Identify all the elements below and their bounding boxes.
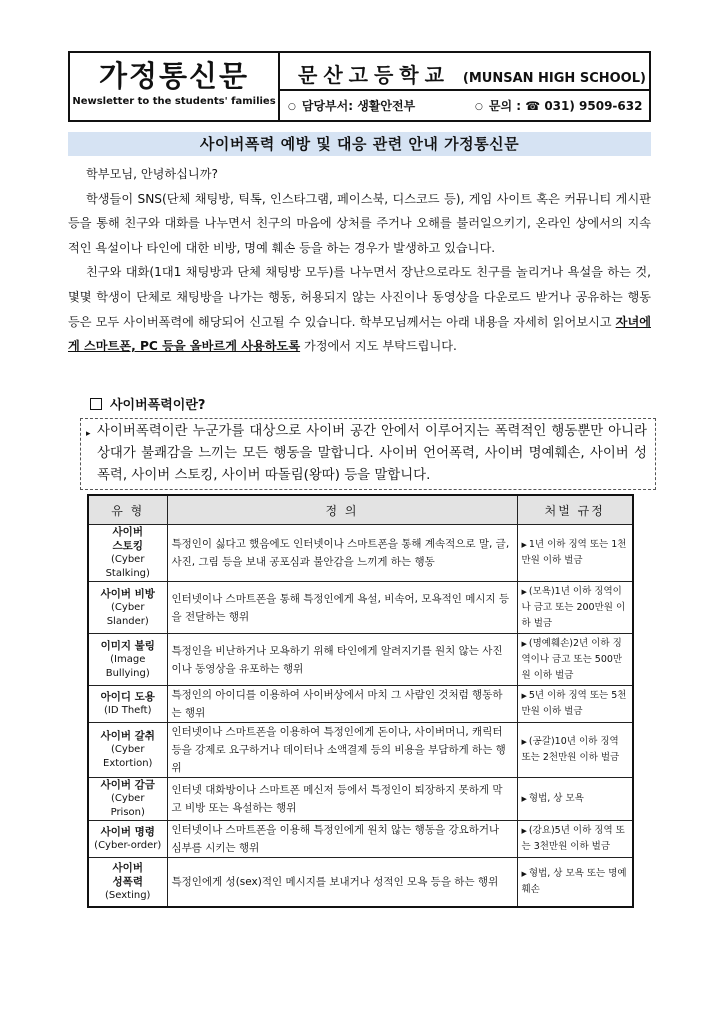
penalty-text: (명예훼손)2년 이하 징역이나 금고 또는 500만원 이하 벌금 xyxy=(521,637,623,681)
cell-definition: 인터넷이나 스마트폰을 이용해 특정인에게 원치 않는 행동을 강요하거나 심부름 시키는 행위 xyxy=(167,821,517,858)
triangle-bullet-icon: ▶ xyxy=(521,869,527,878)
definition-box xyxy=(80,418,656,490)
section-heading: 사이버폭력이란? xyxy=(90,394,205,413)
penalty-text: (공갈)10년 이하 징역 또는 2천만원 이하 벌금 xyxy=(521,736,620,763)
paragraph-1: 학생들이 SNS(단체 채팅방, 틱톡, 인스타그램, 페이스북, 디스코드 등), 게임 사이트 혹은 커뮤니티 게시판 등을 통해 친구와 대화를 나누면서 친구의 마음에 상처를 주거나 오해를 불러일으키기, 온라인 상에서의 지속적인 욕설이나 타인에 대한 비방, 명예 훼손 등을 하는 경우가 발생하고 있습니다. xyxy=(68,191,651,255)
header-school-block xyxy=(280,53,649,120)
department: ○ 담당부서: 생활안전부 xyxy=(288,99,416,113)
type-name-en: (Cyber Prison) xyxy=(110,793,145,818)
type-name: 사이버 성폭력 xyxy=(112,861,143,888)
cell-penalty xyxy=(517,686,633,723)
cell-type xyxy=(88,858,167,907)
table-row xyxy=(88,858,633,907)
newsletter-title: 가정통신문 xyxy=(98,59,250,93)
table-row xyxy=(88,525,633,582)
type-name: 아이디 도용 xyxy=(100,691,155,703)
penalty-text: (강요)5년 이하 징역 또는 3천만원 이하 벌금 xyxy=(521,825,625,852)
type-name-en: (Sexting) xyxy=(105,889,151,901)
penalty-text: 형법, 상 모욕 또는 명예훼손 xyxy=(521,867,627,895)
cell-penalty xyxy=(517,821,633,858)
type-name-en: (Cyber Slander) xyxy=(106,601,149,627)
penalty-text: (모욕)1년 이하 징역이나 금고 또는 200만원 이하 벌금 xyxy=(521,585,626,629)
cell-definition: 특정인에게 성(sex)적인 메시지를 보내거나 성적인 모욕 등을 하는 행위 xyxy=(167,858,517,907)
table-header-row xyxy=(88,495,633,525)
greeting: 학부모님, 안녕하십니까? xyxy=(86,167,218,181)
header-penalty: 처벌 규정 xyxy=(517,495,633,525)
cyberviolence-table xyxy=(87,494,634,908)
type-name: 사이버 비방 xyxy=(100,587,155,600)
cell-definition: 특정인의 아이디를 이용하여 사이버상에서 마치 그 사람인 것처럼 행동하는 행위 xyxy=(167,686,517,723)
triangle-bullet-icon: ▶ xyxy=(521,639,527,648)
cell-definition: 인터넷 대화방이나 스마트폰 메신저 등에서 특정인이 퇴장하지 못하게 막고 비방 또는 욕설하는 행위 xyxy=(167,778,517,821)
triangle-bullet-icon: ▸ xyxy=(86,429,91,439)
penalty-text: 5년 이하 징역 또는 5천만원 이하 벌금 xyxy=(521,690,627,717)
cell-type xyxy=(88,582,167,634)
body-text xyxy=(68,162,651,359)
cell-definition: 특정인이 싫다고 했음에도 인터넷이나 스마트폰을 통해 계속적으로 말, 글, 사진, 그림 등을 보내 공포심과 불안감을 느끼게 하는 행동 xyxy=(167,525,517,582)
triangle-bullet-icon: ▶ xyxy=(521,587,527,596)
cell-type xyxy=(88,634,167,686)
cell-penalty xyxy=(517,634,633,686)
header-divider xyxy=(280,89,649,91)
penalty-text: 1년 이하 징역 또는 1천만원 이하 벌금 xyxy=(521,539,627,566)
triangle-bullet-icon: ▶ xyxy=(521,795,527,803)
header-type: 유 형 xyxy=(88,495,167,525)
cell-type xyxy=(88,686,167,723)
table-row xyxy=(88,582,633,634)
cell-definition: 특정인을 비난하거나 모욕하기 위해 타인에게 알려지기를 원치 않는 사진이나 동영상을 유포하는 행위 xyxy=(167,634,517,686)
cell-penalty xyxy=(517,723,633,778)
cell-penalty xyxy=(517,582,633,634)
cell-penalty xyxy=(517,525,633,582)
header-title-block xyxy=(70,53,280,120)
newsletter-subtitle: Newsletter to the students' families xyxy=(72,96,276,107)
checkbox-square-icon xyxy=(90,398,102,410)
cell-penalty xyxy=(517,778,633,821)
table-row xyxy=(88,634,633,686)
contact: ○ 문의 : ☎ 031) 9509-632 xyxy=(475,99,643,113)
type-name-en: (Cyber Stalking) xyxy=(105,554,150,579)
table-body xyxy=(88,525,633,907)
type-name-en: (Image Bullying) xyxy=(105,653,150,679)
type-name: 사이버 스토킹 xyxy=(112,526,143,552)
cell-definition: 인터넷이나 스마트폰을 이용하여 특정인에게 돈이나, 사이버머니, 캐릭터 등을 강제로 요구하거나 데이터나 소액결제 등의 비용을 부담하게 하는 행위 xyxy=(167,723,517,778)
table-row xyxy=(88,723,633,778)
type-name-en: (ID Theft) xyxy=(104,705,152,716)
cell-type xyxy=(88,821,167,858)
circle-bullet-icon: ○ xyxy=(475,102,483,112)
type-name: 사이버 명령 xyxy=(100,826,155,838)
type-name: 이미지 불링 xyxy=(100,639,155,652)
school-name xyxy=(298,59,646,88)
cell-definition: 인터넷이나 스마트폰을 통해 특정인에게 욕설, 비속어, 모욕적인 메시지 등을 전달하는 행위 xyxy=(167,582,517,634)
newsletter-header xyxy=(68,51,651,122)
cell-type xyxy=(88,525,167,582)
penalty-text: 형법, 상 모욕 xyxy=(528,793,584,804)
cell-penalty xyxy=(517,858,633,907)
triangle-bullet-icon: ▶ xyxy=(521,738,527,746)
definition-text: 사이버폭력이란 누군가를 대상으로 사이버 공간 안에서 이루어지는 폭력적인 행동뿐만 아니라 상대가 불쾌감을 느끼는 모든 행동을 말합니다. 사이버 언어폭력, 사이버 명예훼손, 사이버 성폭력, 사이버 스토킹, 사이버 따돌림(왕따) 등을 말합니다. xyxy=(97,424,647,483)
circle-bullet-icon: ○ xyxy=(288,102,296,112)
document-title: 사이버폭력 예방 및 대응 관련 안내 가정통신문 xyxy=(68,132,651,156)
cell-type xyxy=(88,723,167,778)
type-name-en: (Cyber-order) xyxy=(94,840,162,851)
school-name-ko: 문산고등학교 xyxy=(298,63,450,87)
emphasized-text: 자녀에게 스마트폰, PC 등을 올바르게 사용하도록 xyxy=(68,314,651,354)
triangle-bullet-icon: ▶ xyxy=(521,541,527,549)
paragraph-2: 친구와 대화(1대1 채팅방과 단체 채팅방 모두)를 나누면서 장난으로라도 친구를 놀리거나 욕설을 하는 것, 몇몇 학생이 단체로 채팅방을 나가는 행동, 허용되지 않는 사진이나 동영상을 다운로드 받거나 공유하는 행동 등은 모두 사이버폭력에 해당되어 신고될 수 있습니다. 학부모님께서는 아래 내용을 자세히 읽어보시고 자녀에게 스마트폰, PC 등을 올바르게 사용하도록 가정에서 지도 부탁드립니다. xyxy=(68,265,651,354)
triangle-bullet-icon: ▶ xyxy=(521,692,527,700)
triangle-bullet-icon: ▶ xyxy=(521,827,527,835)
table-row xyxy=(88,821,633,858)
table-row xyxy=(88,778,633,821)
header-definition: 정 의 xyxy=(167,495,517,525)
type-name: 사이버 감금 xyxy=(100,779,155,791)
cell-type xyxy=(88,778,167,821)
type-name: 사이버 갈취 xyxy=(100,730,155,742)
school-name-en: (MUNSAN HIGH SCHOOL) xyxy=(462,71,646,86)
table-row xyxy=(88,686,633,723)
type-name-en: (Cyber Extortion) xyxy=(103,744,153,769)
